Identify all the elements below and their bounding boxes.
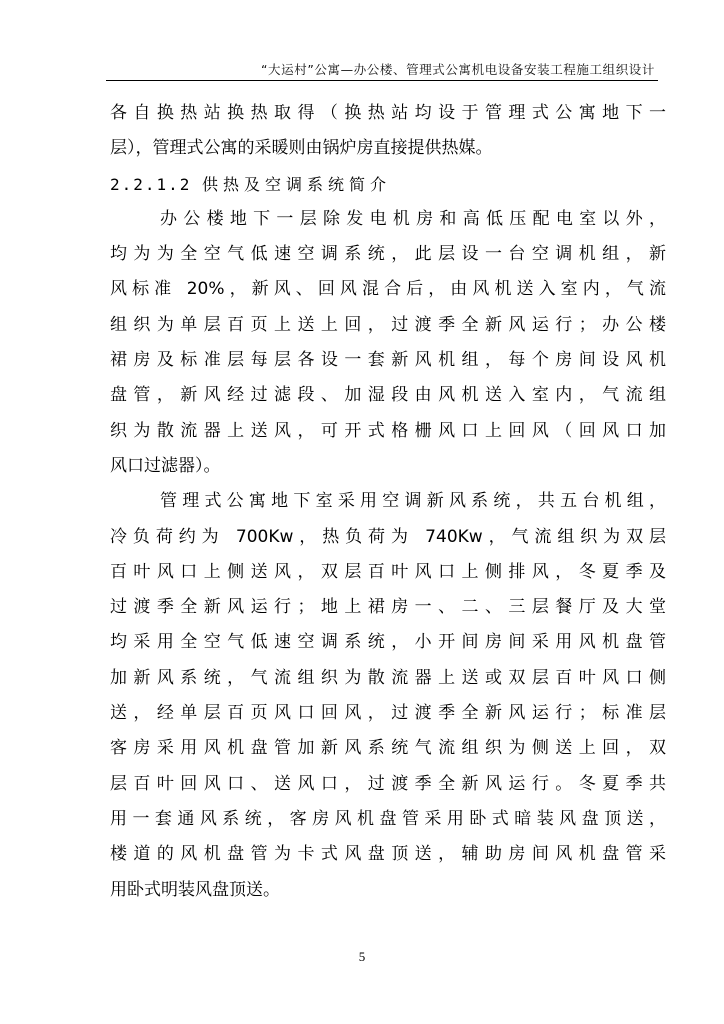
text-line: 送，经单层百页风口回风，过渡季全新风运行；标准层: [110, 703, 666, 724]
text-line: 客房采用风机盘管加新风系统气流组织为侧送上回，双: [110, 738, 666, 759]
page-number: 5: [358, 949, 366, 964]
running-header: “大运村”公寓—办公楼、管理式公寓机电设备安装工程施工组织设计: [260, 62, 655, 77]
text-line: 冷负荷约为 700Kw，热负荷为 740Kw，气流组织为双层: [110, 526, 666, 547]
paragraph-office-hvac: [110, 202, 666, 484]
text-line: 风口过滤器）。: [110, 455, 221, 476]
text-line: 风标准 20%，新风、回风混合后，由风机送入室内，气流: [110, 279, 666, 300]
header-rule: [106, 80, 658, 81]
text-line: 百叶风口上侧送风，双层百叶风口上侧排风，冬夏季及: [110, 561, 666, 582]
text-line: 加新风系统，气流组织为散流器上送或双层百叶风口侧: [110, 667, 666, 688]
text-line: 层），管理式公寓的采暖则由锅炉房直接提供热媒。: [110, 138, 493, 159]
text-line: 均为为全空气低速空调系统，此层设一台空调机组，新: [110, 244, 666, 265]
text-line: 管理式公寓地下室采用空调新风系统，共五台机组，: [160, 491, 666, 512]
text-line: 办公楼地下一层除发电机房和高低压配电室以外，: [160, 208, 666, 229]
text-line: 织为散流器上送风，可开式格栅风口上回风（回风口加: [110, 420, 666, 441]
text-line: 楼道的风机盘管为卡式风盘顶送，辅助房间风机盘管采: [110, 844, 666, 865]
text-line: 盘管，新风经过滤段、加湿段由风机送入室内，气流组: [110, 385, 666, 406]
text-line: 层百叶回风口、送风口，过渡季全新风运行。冬夏季共: [110, 773, 666, 794]
section-heading: [110, 167, 666, 202]
paragraph-apartment-hvac: [110, 484, 666, 908]
text-line: 均采用全空气低速空调系统，小开间房间采用风机盘管: [110, 632, 666, 653]
section-title: 供热及空调系统简介: [202, 174, 392, 194]
text-line: 各自换热站换热取得（换热站均设于管理式公寓地下一: [110, 103, 666, 123]
text-line: 用一套通风系统，客房风机盘管采用卧式暗装风盘顶送，: [110, 808, 666, 829]
body-text: [110, 96, 666, 908]
text-line: 裙房及标准层每层各设一套新风机组，每个房间设风机: [110, 350, 666, 371]
text-line: 组织为单层百页上送上回，过渡季全新风运行；办公楼: [110, 314, 666, 335]
text-line: 用卧式明装风盘顶送。: [110, 879, 280, 900]
section-number: 2.2.1.2: [110, 174, 192, 194]
text-line: 过渡季全新风运行；地上裙房一、二、三层餐厅及大堂: [110, 597, 666, 618]
paragraph-continuation: [110, 96, 666, 167]
